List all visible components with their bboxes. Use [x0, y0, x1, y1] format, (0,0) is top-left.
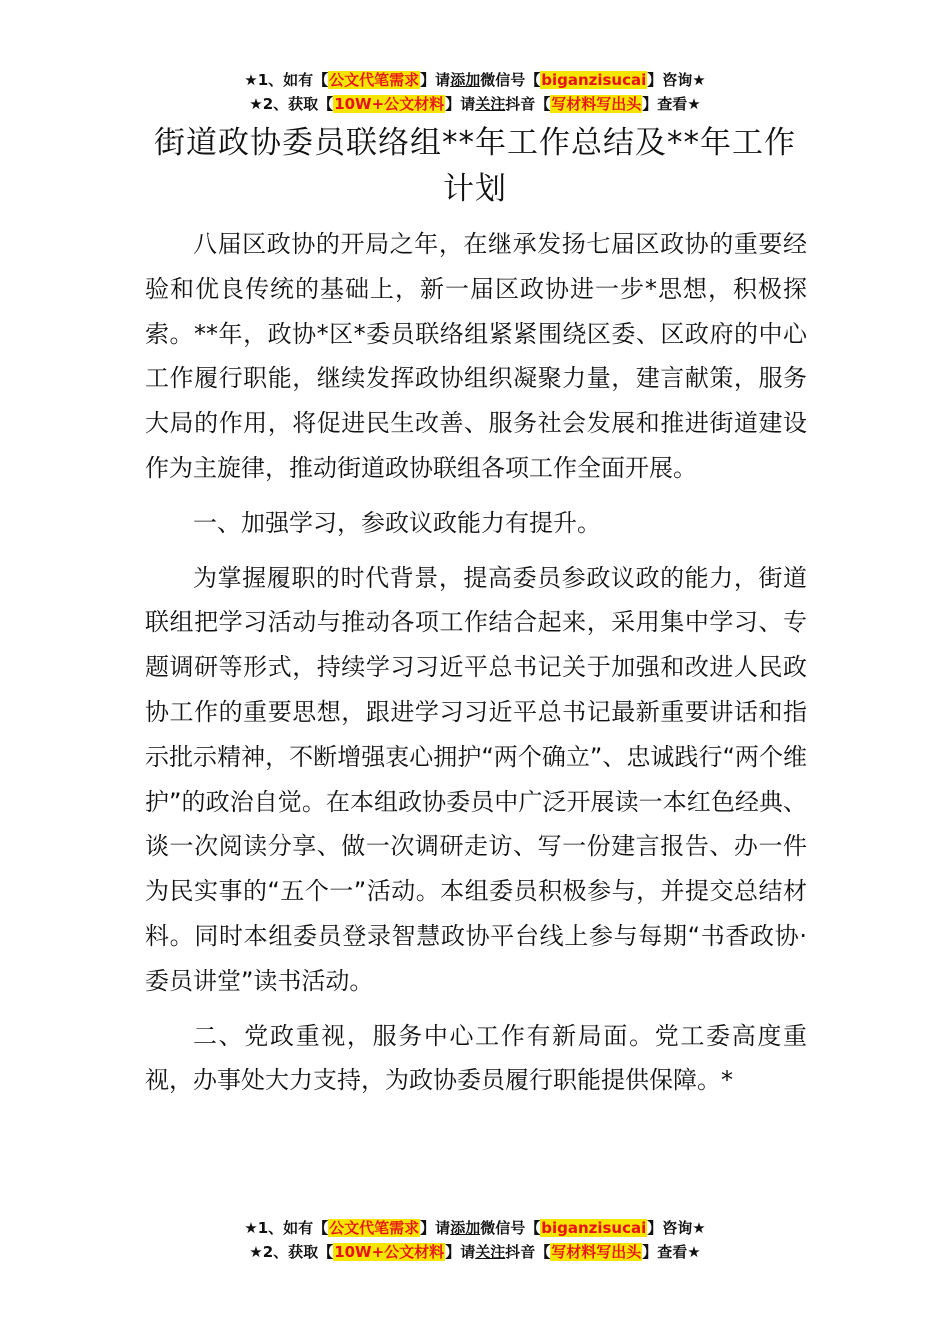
section-heading-1: 一、加强学习，参政议政能力有提升。: [193, 508, 601, 537]
promo-banner-bottom: [0, 1216, 950, 1264]
paragraph-intro: 八届区政协的开局之年，在继承发扬七届区政协的重要经验和优良传统的基础上，新一届区政协进一步*思想，积极探索。**年，政协*区*委员联络组紧紧围绕区委、区政府的中心工作履行职能，继续发挥政协组织凝聚力量，建言献策，服务大局的作用，将促进民生改善、服务社会发展和推进街道建设作为主旋律，推动街道政协联组各项工作全面开展。: [145, 230, 807, 482]
highlight-materials: 10W+公文材料: [334, 95, 445, 113]
document-body: [145, 222, 807, 1113]
section-heading-2: 二、党政重视，服务中心工作有新局面。党工委高度重视，办事处大力支持，为政协委员履行职能提供保障。*: [145, 1021, 807, 1095]
highlight-douyin: 写材料写出头: [551, 95, 642, 113]
promo-banner-top: [0, 68, 950, 116]
highlight-douyin: 写材料写出头: [551, 1243, 642, 1261]
highlight-service: 公文代笔需求: [329, 1219, 420, 1237]
document-title: 街道政协委员联络组**年工作总结及**年工作计划: [154, 125, 796, 207]
paragraph-study: 为掌握履职的时代背景，提高委员参政议政的能力，街道联组把学习活动与推动各项工作结合起来，采用集中学习、专题调研等形式，持续学习习近平总书记关于加强和改进人民政协工作的重要思想，跟进学习习近平总书记最新重要讲话和指示批示精神，不断增强衷心拥护“两个确立”、忠诚践行“两个维护”的政治自觉。在本组政协委员中广泛开展读一本红色经典、谈一次阅读分享、做一次调研走访、写一份建言报告、办一件为民实事的“五个一”活动。本组委员积极参与，并提交总结材料。同时本组委员登录智慧政协平台线上参与每期“书香政协·委员讲堂”读书活动。: [145, 563, 807, 995]
promo-line-2: ★2、获取【10W+公文材料】请关注抖音【写材料写出头】查看★: [249, 95, 701, 113]
highlight-service: 公文代笔需求: [329, 71, 420, 89]
promo-line-1: ★1、如有【公文代笔需求】请添加微信号【biganzisucai】咨询★: [244, 1219, 706, 1237]
highlight-wechat-id: biganzisucai: [541, 71, 647, 89]
highlight-wechat-id: biganzisucai: [541, 1219, 647, 1237]
highlight-materials: 10W+公文材料: [334, 1243, 445, 1261]
promo-line-1: ★1、如有【公文代笔需求】请添加微信号【biganzisucai】咨询★: [244, 71, 706, 89]
promo-line-2: ★2、获取【10W+公文材料】请关注抖音【写材料写出头】查看★: [249, 1243, 701, 1261]
